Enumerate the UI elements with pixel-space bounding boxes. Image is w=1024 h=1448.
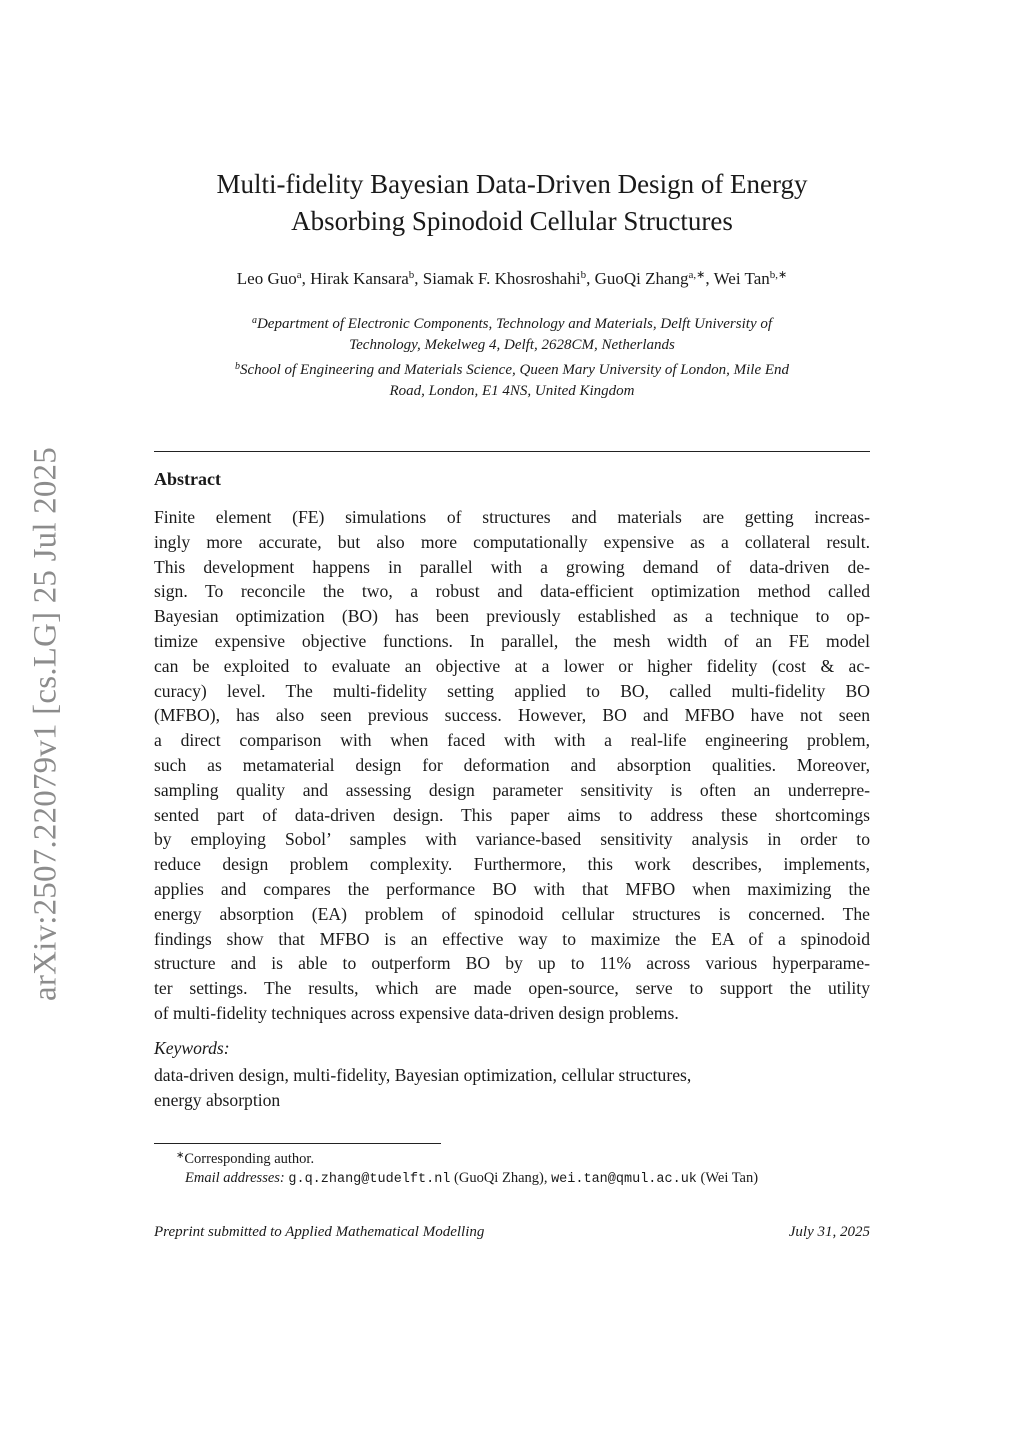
arxiv-id-text: arXiv:2507.22079v1 [cs.LG] 25 Jul 2025 [27,447,64,1001]
keywords-line: data-driven design, multi-fidelity, Bayesian optimization, cellular structures, [154,1065,692,1085]
author-name: GuoQi Zhang [594,269,689,288]
abstract-line: can be exploited to evaluate an objective at a lower or higher fidelity (cost & ac- [154,655,870,676]
abstract-line: Finite element (FE) simulations of structures and materials are getting increas- [154,507,870,527]
title-line-2: Absorbing Spinodoid Cellular Structures [291,206,733,236]
title-line-1: Multi-fidelity Bayesian Data-Driven Design of Energy [216,169,808,199]
abstract-heading: Abstract [154,469,221,489]
abstract-line: ingly more accurate, but also more computationally expensive as a collateral result. [154,531,870,552]
abstract-line: timize expensive objective functions. In parallel, the mesh width of an FE model [154,630,870,651]
abstract-line: ter settings. The results, which are made open-source, serve to support the utility [154,978,870,999]
affiliation-line: Technology, Mekelweg 4, Delft, 2628CM, Netherlands [349,337,675,353]
affiliation-line: Road, London, E1 4NS, United Kingdom [389,383,635,399]
email-link-tan[interactable]: wei.tan@qmul.ac.uk [551,1172,697,1187]
abstract-line: Bayesian optimization (BO) has been previously established as a technique to op- [154,606,870,627]
keywords-line: energy absorption [154,1089,281,1110]
author-affil-mark: b [580,269,587,281]
email-owner: (Wei Tan) [700,1170,759,1186]
author-name: Hirak Kansara [310,269,409,288]
abstract-line: structure and is able to outperform BO by up to 11% across various hyperparame- [154,953,870,974]
abstract-body [154,505,870,1026]
abstract-line: a direct comparison with when faced with with a real-life engineering problem, [154,730,870,751]
keywords-heading: Keywords: [154,1038,230,1058]
keywords-list [154,1063,870,1113]
author-affil-mark: b,∗ [769,269,788,281]
affiliation-mark: a [251,315,257,326]
affiliation-line: School of Engineering and Materials Science, Queen Mary University of London, Mile End [239,362,790,378]
author-list: Leo Guo$^a$, Hirak Kansara$^b$, Siamak F. Khosroshahi$^b$, GuoQi Zhang$^{a,∗}$, Wei Tan$^{b,∗}$ [236,269,788,288]
abstract-line: curacy) level. The multi-fidelity setting applied to BO, called multi-fidelity BO [154,680,870,701]
abstract-line: findings show that MFBO is an effective way to maximize the EA of a spinodoid [154,928,870,949]
email-footnote [154,1170,870,1187]
author-affil-mark: a,∗ [688,269,706,281]
paper-title [150,166,874,240]
affiliation-mark: b [234,361,240,372]
email-link-zhang[interactable]: g.q.zhang@tudelft.nl [288,1172,451,1187]
abstract-line: such as metamaterial design for deformation and absorption qualities. Moreover, [154,754,870,775]
author-affil-mark: b [408,269,415,281]
preprint-date: July 31, 2025 [788,1224,870,1240]
abstract-line: sampling quality and assessing design parameter sensitivity is often an underrepre- [154,779,870,800]
abstract-line: of multi-fidelity techniques across expensive data-driven design problems. [154,1002,679,1023]
email-owner: (GuoQi Zhang), [454,1170,548,1186]
author-name: Leo Guo [236,269,297,288]
abstract-line: by employing Sobol’ samples with variance-based sensitivity analysis in order to [154,829,870,850]
author-affil-mark: a [296,269,302,281]
author-name: Siamak F. Khosroshahi [422,269,581,288]
corresponding-text: Corresponding author. [184,1151,315,1167]
abstract-line: reduce design problem complexity. Furthermore, this work describes, implements, [154,854,870,875]
abstract-line: (MFBO), has also seen previous success. However, BO and MFBO have not seen [154,705,870,726]
abstract-line: energy absorption (EA) problem of spinodoid cellular structures is concerned. The [154,903,870,924]
abstract-line: applies and compares the performance BO with that MFBO when maximizing the [154,878,870,899]
footnote-divider [154,1143,441,1144]
affiliation-line: Department of Electronic Components, Technology and Materials, Delft University of [256,316,773,332]
affiliations [150,310,874,402]
preprint-note: Preprint submitted to Applied Mathematical Modelling [154,1224,485,1240]
affiliation-b [150,356,874,381]
abstract-line: This development happens in parallel with a growing demand of data-driven de- [154,556,870,577]
abstract-line: sented part of data-driven design. This paper aims to address these shortcomings [154,804,870,825]
author-name: Wei Tan [713,269,770,288]
abstract-line: sign. To reconcile the two, a robust and data-efficient optimization method called [154,581,870,602]
affiliation-a [150,310,874,335]
header-divider [154,451,870,452]
email-label: Email addresses: [185,1170,285,1186]
corresponding-mark: ∗ [176,1150,185,1161]
corresponding-author-footnote [154,1150,892,1168]
